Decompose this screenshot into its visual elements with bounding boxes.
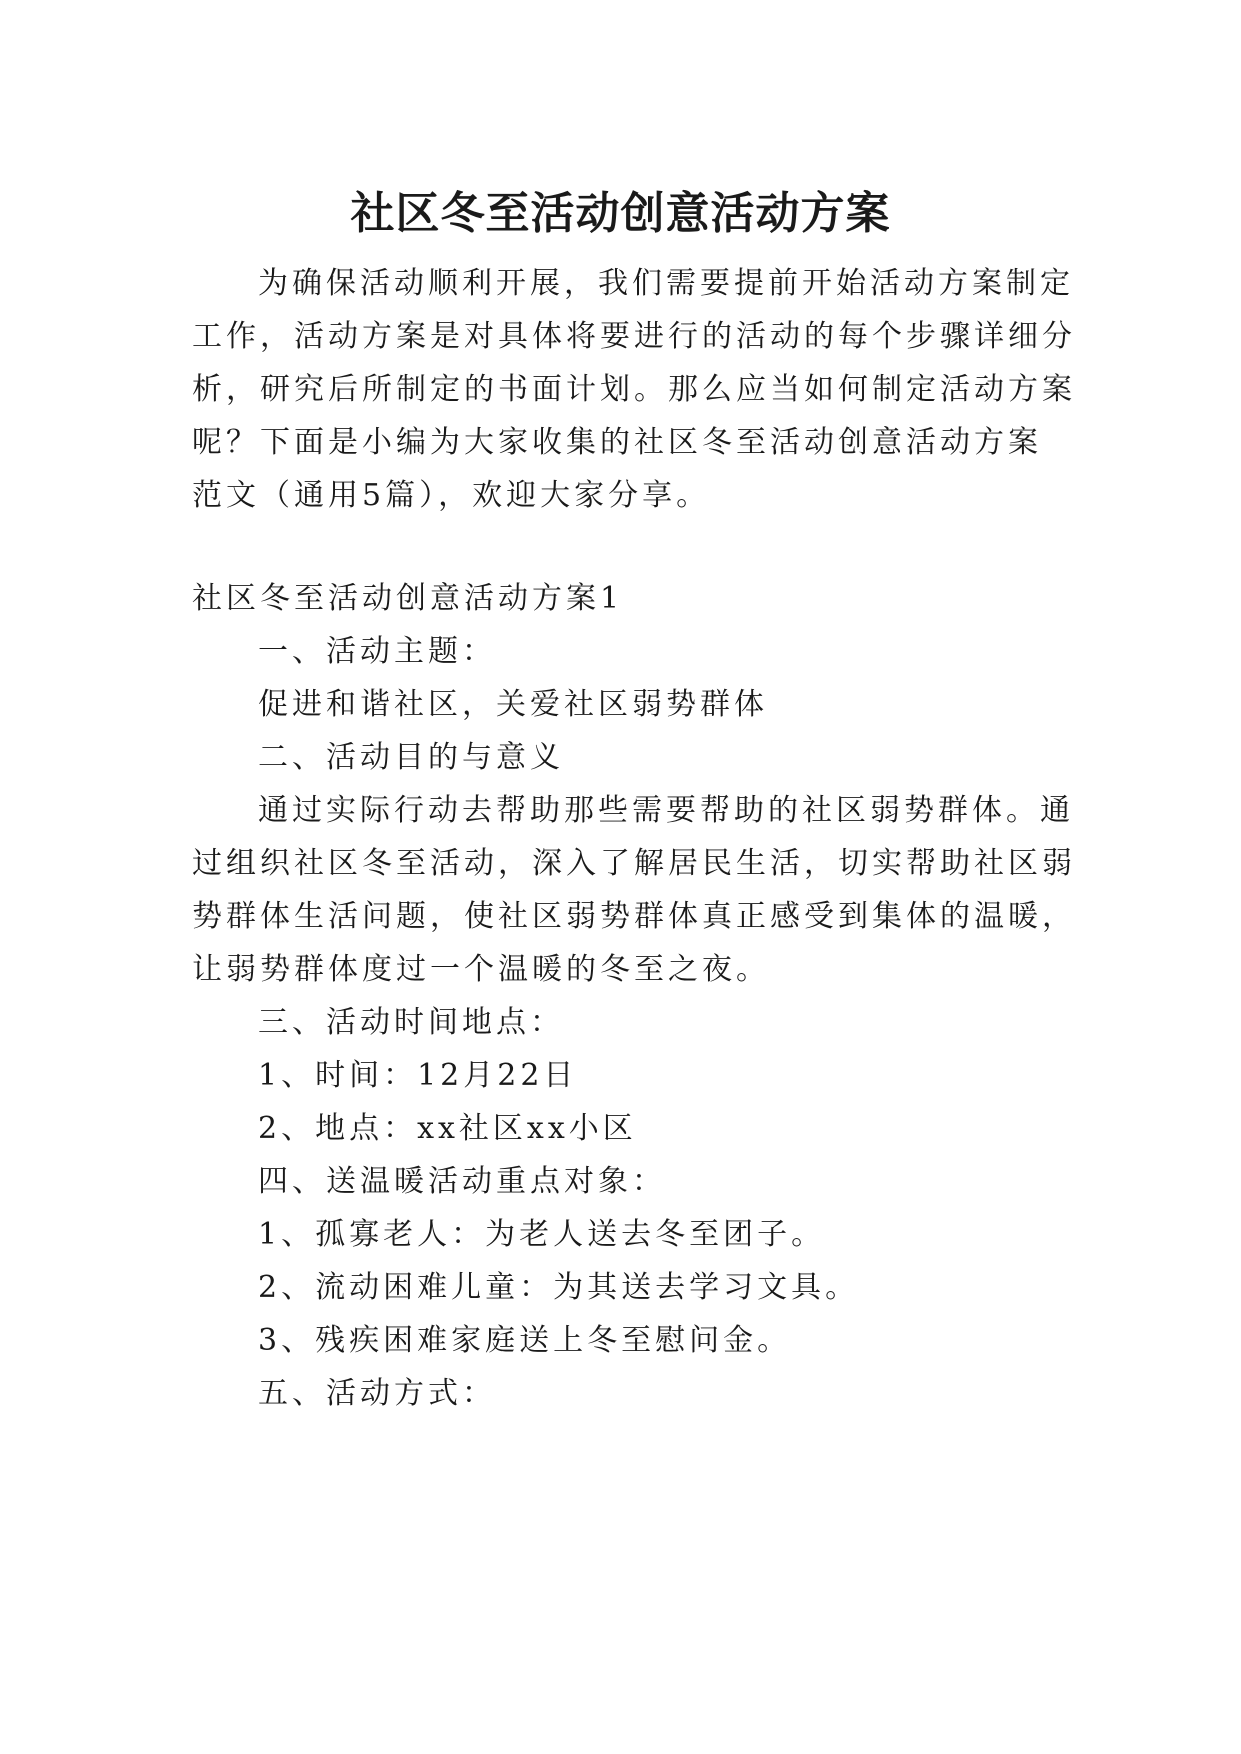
body-line: 2、地点：xx社区xx小区 (258, 1111, 637, 1146)
intro-line-1: 为确保活动顺利开展，我们需要提前开始活动方案制定 (258, 266, 1074, 301)
body-line: 四、送温暖活动重点对象： (258, 1164, 666, 1199)
body-line: 五、活动方式： (258, 1376, 496, 1411)
body-line: 三、活动时间地点： (258, 1005, 564, 1040)
body-line: 2、流动困难儿童：为其送去学习文具。 (258, 1270, 860, 1305)
body-line: 促进和谐社区，关爱社区弱势群体 (258, 687, 768, 722)
intro-line-2: 工作，活动方案是对具体将要进行的活动的每个步骤详细分 (192, 319, 1076, 354)
body-line: 3、残疾困难家庭送上冬至慰问金。 (258, 1323, 792, 1358)
body-line: 让弱势群体度过一个温暖的冬至之夜。 (192, 952, 770, 987)
body-line: 势群体生活问题，使社区弱势群体真正感受到集体的温暖， (192, 899, 1076, 934)
body-line: 通过实际行动去帮助那些需要帮助的社区弱势群体。通 (258, 793, 1074, 828)
body-line: 二、活动目的与意义 (258, 740, 564, 775)
body-line: 一、活动主题： (258, 634, 496, 669)
document-title: 社区冬至活动创意活动方案 (350, 188, 891, 240)
section-heading-1: 社区冬至活动创意活动方案1 (192, 581, 624, 616)
body-line: 1、时间：12月22日 (258, 1058, 578, 1093)
intro-line-5: 范文（通用5篇），欢迎大家分享。 (192, 478, 711, 513)
body-line: 1、孤寡老人：为老人送去冬至团子。 (258, 1217, 826, 1252)
body-line: 过组织社区冬至活动，深入了解居民生活，切实帮助社区弱 (192, 846, 1076, 881)
intro-line-3: 析，研究后所制定的书面计划。那么应当如何制定活动方案 (192, 372, 1076, 407)
intro-line-4: 呢？下面是小编为大家收集的社区冬至活动创意活动方案 (192, 425, 1042, 460)
